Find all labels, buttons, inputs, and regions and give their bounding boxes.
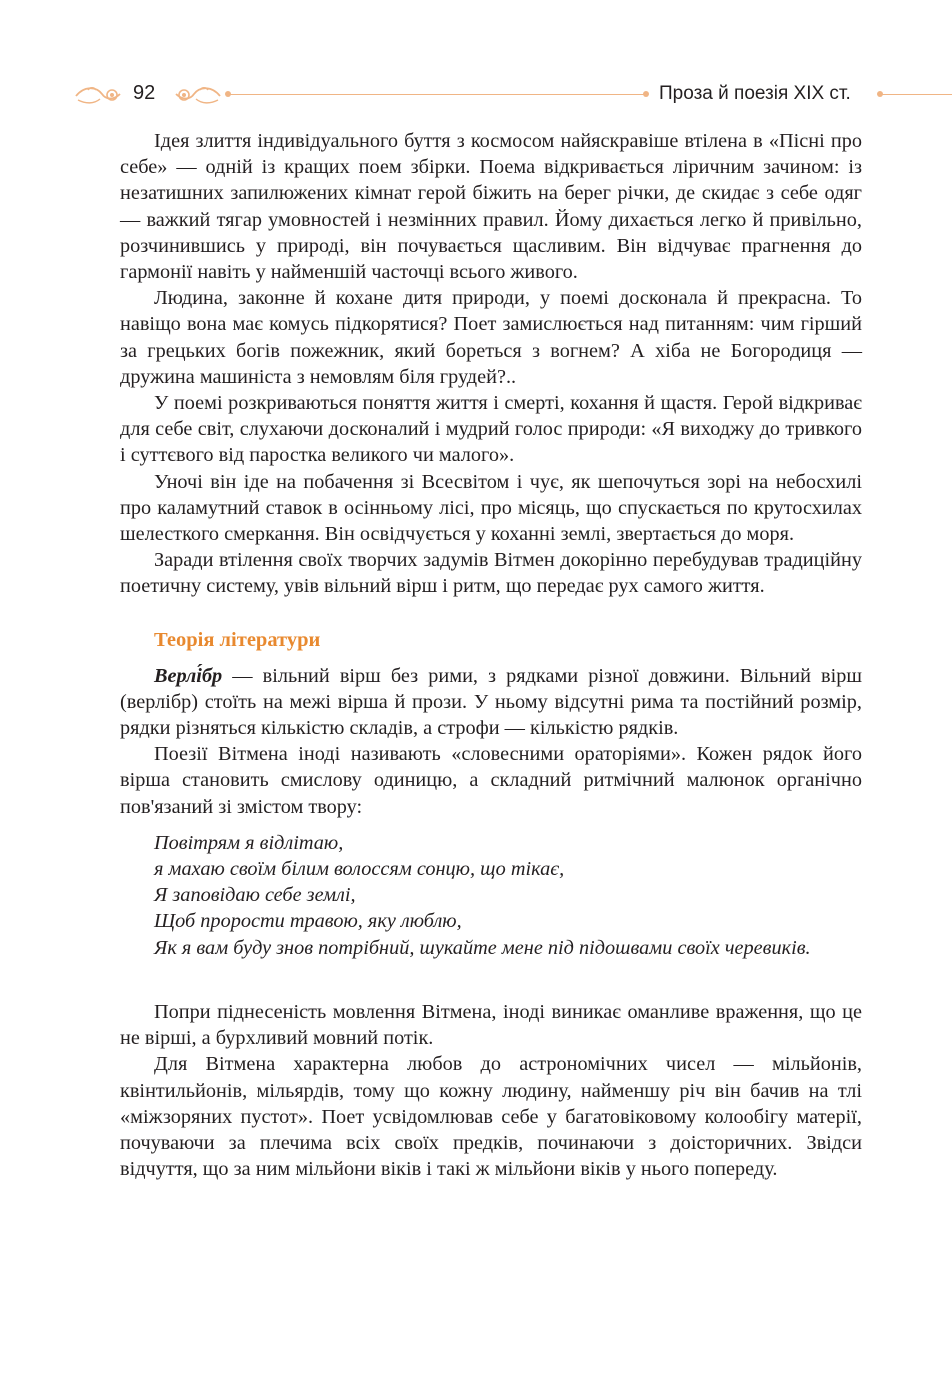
paragraph: Поезії Вітмена іноді називають «словесними ораторіями». Кожен рядок його вірша становить смислову одиницю, а складний ритмічний малюнок органічно пов'язаний зі змістом твору: bbox=[120, 743, 862, 818]
page-content bbox=[120, 128, 862, 1182]
header-rule bbox=[228, 94, 646, 95]
definition-paragraph bbox=[120, 663, 862, 742]
paragraph: Попри піднесеність мовлення Вітмена, іноді виникає оманливе враження, що це не вірші, а бурхливий мовний потік. bbox=[120, 1000, 862, 1050]
header-rule bbox=[880, 94, 952, 95]
definition-text: — вільний вірш без рими, з рядками різної довжини. Вільний вірш (верлібр) стоїть на межі вірша й прози. У ньому відсутні рима та постійний розмір, рядки різняться кількістю складів, а строфи — кількістю рядків. bbox=[120, 664, 862, 740]
paragraph: Заради втілення своїх творчих задумів Вітмен докорінно перебудував традиційну поетичну систему, увів вільний вірш і ритм, що передає рух самого життя. bbox=[120, 549, 862, 598]
swirl-ornament-icon bbox=[74, 82, 124, 108]
paragraph: Уночі він іде на побачення зі Всесвітом і чує, як шепочуться зорі на небосхилі про каламутний ставок в осінньому лісі, про місяць, що спускається по крутосхилах шелесткого смеркання. Він освідчується у коханні землі, звертається до моря. bbox=[120, 470, 862, 546]
term: Верлі́бр bbox=[154, 664, 223, 687]
page-number: 92 bbox=[133, 82, 156, 104]
paragraph: Ідея злиття індивідуального буття з космосом найяскравіше втілена в «Пісні про себе» — одній із кращих поем збірки. Поема відкривається ліричним зачином: із незатишних запилюжених кімнат герой біжить на берег річки, де скидає з себе одяг — важкий тягар умовностей і незмінних правил. Йому дихається легко й привільно, розчинившись у природі, він почувається щасливим. Він відчуває прагнення до гармонії навіть у найменшій часточці всього живого. bbox=[120, 130, 862, 284]
poem-line: Щоб прорости травою, яку люблю, bbox=[154, 910, 462, 933]
paragraph: Для Вітмена характерна любов до астрономічних чисел — мільйонів, квінтильйонів, мільярдів, тому що кожну людину, найменшу річ він бачив на тлі «міжзоряних пустот». Поет усвідомлював себе у багатовіковому колообігу матерії, почуваючи за плечима всіх своїх предків, починаючи з доісторичних. Звідси відчуття, що за ним мільйони віків і такі ж мільйони віків у нього попереду. bbox=[120, 1053, 862, 1181]
swirl-ornament-icon bbox=[172, 82, 222, 108]
poem-line: я махаю своїм білим волоссям сонцю, що тікає, bbox=[154, 858, 565, 881]
rule-dot bbox=[643, 91, 649, 97]
poem-line: Я заповідаю себе землі, bbox=[154, 884, 356, 907]
page-header bbox=[0, 72, 952, 120]
poem-line: Повітрям я відлітаю, bbox=[154, 831, 344, 854]
section-title: Проза й поезія XIX ст. bbox=[659, 83, 851, 104]
theory-heading: Теорія літератури bbox=[154, 628, 321, 651]
poem-quote bbox=[154, 830, 862, 961]
paragraph: Людина, законне й кохане дитя природи, у поемі досконала й прекрасна. То навіщо вона має комусь підкорятися? Поет замислюється над питанням: чим гірший за грецьких богів пожежник, який бореться з вогнем? А хіба не Богородиця — дружина машиніста з немовлям біля грудей?.. bbox=[120, 287, 862, 388]
paragraph: У поемі розкриваються поняття життя і смерті, кохання й щастя. Герой відкриває для себе світ, слухаючи досконалий і мудрий голос природи: «Я виходжу до тривкого і суттєвого від паростка великого чи малого». bbox=[120, 392, 862, 467]
spacer bbox=[120, 969, 862, 999]
poem-line: Як я вам буду знов потрібний, шукайте мене під підошвами своїх черевиків. bbox=[154, 936, 811, 959]
